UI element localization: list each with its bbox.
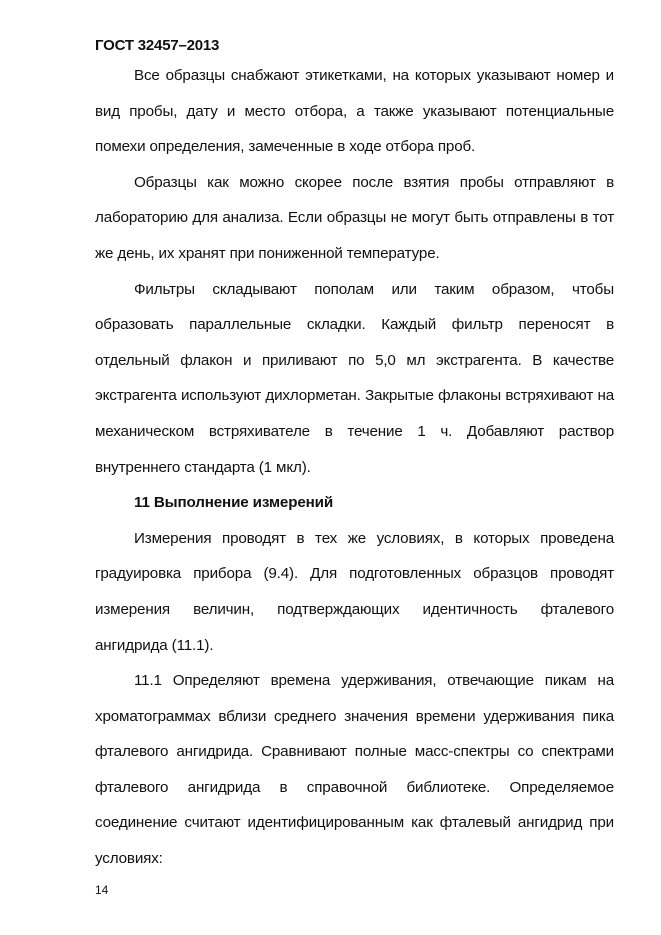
document-header: ГОСТ 32457–2013: [95, 37, 220, 54]
section-heading: 11 Выполнение измерений: [134, 494, 334, 512]
paragraph-labels: Все образцы снабжают этикетками, на которых указывают номер и вид пробы, дату и место отбора, а также указывают потенциальные помехи определения, замеченные в ходе отбора проб.: [95, 67, 614, 156]
paragraph-shipping: Образцы как можно скорее после взятия пробы отправляют в лабораторию для анализа. Если образцы не могут быть отправлены в тот же день, их хранят при пониженной температуре.: [95, 173, 614, 262]
paragraph-measurements: Измерения проводят в тех же условиях, в которых проведена градуировка прибора (9.4). Для подготовленных образцов проводят измерения величин, подтверждающих идентичность фталевого ангидрида (11.1).: [95, 529, 614, 654]
page-number: 14: [95, 883, 109, 897]
paragraph-11-1: 11.1 Определяют времена удерживания, отвечающие пикам на хроматограммах вблизи среднего значения времени удерживания пика фталевого ангидрида. Сравнивают полные масс-спектры со спектрами фталевого ангидрида в справочной библиотеке. Определяемое соединение считают идентифицированным как фталевый ангидрид при условиях:: [95, 672, 614, 868]
paragraph-filters: Фильтры складывают пополам или таким образом, чтобы образовать параллельные складки. Каждый фильтр переносят в отдельный флакон и приливают по 5,0 мл экстрагента. В качестве экстрагента используют дихлорметан. Закрытые флаконы встряхивают на механическом встряхивателе в течение 1 ч. Добавляют раствор внутреннего стандарта (1 мкл).: [95, 280, 614, 476]
document-body: [95, 58, 614, 877]
